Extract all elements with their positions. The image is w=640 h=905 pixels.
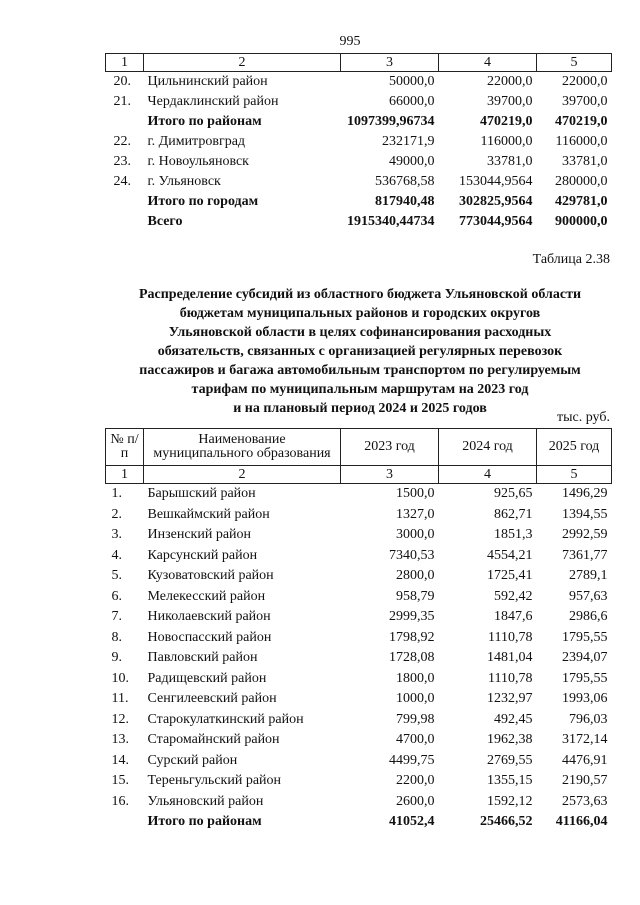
value-cell: 41052,4 — [389, 814, 435, 829]
row-name: г. Новоульяновск — [147, 154, 249, 169]
row-number: 8. — [111, 629, 122, 645]
row-name: Старокулаткинский район — [147, 711, 304, 727]
table-row — [106, 152, 612, 172]
column-number-row — [106, 54, 612, 72]
column-number: 3 — [341, 466, 439, 484]
table-row — [106, 92, 612, 112]
value-cell: 592,42 — [494, 588, 533, 604]
title-line: бюджетам муниципальных районов и городских округов — [179, 306, 541, 321]
value-cell: 796,03 — [569, 711, 608, 727]
title-line: обязательств, связанных с организацией регулярных перевозок — [157, 344, 563, 359]
value-cell: 799,98 — [396, 711, 435, 727]
value-cell: 1355,15 — [487, 773, 533, 788]
table-row — [106, 172, 612, 192]
value-cell: 2600,0 — [396, 793, 435, 809]
row-number: 10. — [111, 670, 129, 686]
value-cell: 1725,41 — [487, 568, 533, 583]
row-name: Карсунский район — [147, 547, 258, 563]
value-cell: 4700,0 — [396, 732, 435, 747]
table-row — [106, 710, 612, 731]
value-cell: 1097399,96734 — [347, 114, 435, 129]
value-cell: 1847,6 — [494, 609, 533, 624]
value-cell: 302825,9564 — [459, 194, 533, 209]
row-number: 20. — [113, 74, 131, 89]
value-cell: 1500,0 — [396, 486, 435, 501]
value-cell: 41166,04 — [555, 814, 608, 829]
value-cell: 2394,07 — [562, 650, 608, 665]
value-cell: 925,65 — [494, 486, 533, 501]
value-cell: 7361,77 — [562, 547, 608, 563]
row-number — [106, 212, 144, 232]
table-row — [106, 751, 612, 772]
table-row — [106, 628, 612, 649]
row-number: 2. — [111, 506, 122, 522]
value-cell: 39700,0 — [562, 94, 608, 109]
subsidy-table-2-38 — [105, 428, 612, 833]
value-cell: 773044,9564 — [459, 214, 533, 229]
value-cell: 49000,0 — [389, 154, 435, 169]
value-cell: 1915340,44734 — [347, 214, 435, 229]
table-label: Таблица 2.38 — [532, 252, 610, 267]
value-cell: 2573,63 — [562, 793, 608, 809]
value-cell: 3172,14 — [562, 732, 608, 747]
table-row — [106, 730, 612, 751]
title-line: тарифам по муниципальным маршрутам на 2023 год — [191, 382, 529, 397]
value-cell: 1798,92 — [389, 629, 435, 645]
value-cell: 2789,1 — [569, 568, 608, 583]
page-number: 995 — [339, 34, 361, 49]
value-cell: 1795,55 — [562, 629, 608, 645]
subsidy-table-continued — [105, 53, 612, 232]
value-cell: 2992,59 — [562, 527, 608, 542]
value-cell: 153044,9564 — [459, 174, 533, 189]
row-name: Радищевский район — [147, 670, 267, 686]
value-cell: 2200,0 — [396, 773, 435, 788]
row-name: Чердаклинский район — [147, 94, 279, 109]
table-row — [106, 72, 612, 93]
row-number: 16. — [111, 793, 129, 809]
value-cell: 116000,0 — [555, 134, 608, 149]
value-cell: 1394,55 — [562, 506, 608, 522]
value-cell: 1800,0 — [396, 670, 435, 686]
row-number: 6. — [111, 588, 122, 604]
table-row — [106, 546, 612, 567]
value-cell: 957,63 — [569, 588, 608, 604]
value-cell: 22000,0 — [487, 74, 533, 89]
value-cell: 958,79 — [396, 588, 435, 604]
row-name: Новоспасский район — [147, 629, 272, 645]
value-cell: 280000,0 — [555, 174, 608, 189]
title-line: пассажиров и багажа автомобильным транспортом по регулируемым — [139, 363, 581, 378]
table-row — [106, 669, 612, 690]
value-cell: 4476,91 — [562, 752, 608, 768]
value-cell: 33781,0 — [562, 154, 608, 169]
header-num: № п/п — [106, 429, 144, 466]
value-cell: 817940,48 — [375, 194, 435, 209]
row-number: 1. — [111, 486, 122, 501]
column-number-row — [106, 466, 612, 484]
row-number — [106, 192, 144, 212]
header-year-2024: 2024 год — [439, 429, 537, 466]
row-name: Итого по городам — [147, 194, 259, 209]
value-cell: 470219,0 — [480, 114, 533, 129]
value-cell: 1496,29 — [562, 486, 608, 501]
value-cell: 1232,97 — [487, 691, 533, 706]
value-cell: 2999,35 — [389, 609, 435, 624]
value-cell: 1481,04 — [487, 650, 533, 665]
value-cell: 1327,0 — [396, 506, 435, 522]
table-row — [106, 587, 612, 608]
row-number: 21. — [113, 94, 131, 109]
column-number: 4 — [439, 54, 537, 72]
column-number: 1 — [106, 466, 144, 484]
row-name: Итого по районам — [147, 114, 262, 129]
column-number: 2 — [144, 466, 341, 484]
row-name: Кузоватовский район — [147, 568, 274, 583]
column-number: 3 — [341, 54, 439, 72]
row-name: г. Димитровград — [147, 134, 246, 149]
table-row — [106, 792, 612, 813]
row-number: 24. — [113, 174, 131, 189]
row-number — [106, 112, 144, 132]
table-row — [106, 771, 612, 792]
value-cell: 33781,0 — [487, 154, 533, 169]
value-cell: 1728,08 — [389, 650, 435, 665]
value-cell: 1110,78 — [488, 670, 533, 686]
row-name: Итого по районам — [147, 814, 262, 829]
header-year-2023: 2023 год — [341, 429, 439, 466]
row-name: Вешкаймский район — [147, 506, 270, 522]
unit-label: тыс. руб. — [557, 410, 610, 425]
row-number: 14. — [111, 752, 129, 768]
table-row — [106, 607, 612, 628]
column-number: 4 — [439, 466, 537, 484]
total-row — [106, 812, 612, 833]
row-name: Барышский район — [147, 486, 256, 501]
title-line: и на плановый период 2024 и 2025 годов — [233, 401, 487, 416]
value-cell: 232171,9 — [382, 134, 435, 149]
value-cell: 1592,12 — [487, 793, 533, 809]
value-cell: 1962,38 — [487, 732, 533, 747]
value-cell: 470219,0 — [555, 114, 608, 129]
row-number: 23. — [113, 154, 131, 169]
value-cell: 1110,78 — [488, 629, 533, 645]
table-row — [106, 525, 612, 546]
header-name: Наименование муниципального образования — [144, 429, 341, 466]
row-name: Старомайнский район — [147, 732, 280, 747]
row-name: Сурский район — [147, 752, 238, 768]
row-number: 5. — [111, 568, 122, 583]
title-line: Распределение субсидий из областного бюджета Ульяновской области — [138, 287, 582, 302]
table-row — [106, 132, 612, 152]
value-cell: 22000,0 — [562, 74, 608, 89]
row-number: 22. — [113, 134, 131, 149]
table-row — [106, 648, 612, 669]
row-number: 11. — [111, 691, 129, 706]
value-cell: 900000,0 — [555, 214, 608, 229]
row-number: 7. — [111, 609, 122, 624]
header-year-2025: 2025 год — [537, 429, 612, 466]
value-cell: 2190,57 — [562, 773, 608, 788]
value-cell: 50000,0 — [389, 74, 435, 89]
value-cell: 25466,52 — [480, 814, 533, 829]
value-cell: 492,45 — [494, 711, 533, 727]
value-cell: 116000,0 — [480, 134, 533, 149]
value-cell: 429781,0 — [555, 194, 608, 209]
row-number: 13. — [111, 732, 129, 747]
row-name: Цильнинский район — [147, 74, 268, 89]
table-row — [106, 505, 612, 526]
value-cell: 862,71 — [494, 506, 533, 522]
total-row — [106, 112, 612, 132]
table-row — [106, 689, 612, 710]
row-number: 12. — [111, 711, 129, 727]
value-cell: 2769,55 — [487, 752, 533, 768]
row-number: 9. — [111, 650, 122, 665]
value-cell: 3000,0 — [396, 527, 435, 542]
value-cell: 536768,58 — [375, 174, 435, 189]
column-number: 5 — [537, 466, 612, 484]
row-number: 4. — [111, 547, 122, 563]
row-name: Сенгилеевский район — [147, 691, 277, 706]
value-cell: 4499,75 — [389, 752, 435, 768]
title-line: Ульяновской области в целях софинансирования расходных — [168, 325, 552, 340]
value-cell: 2986,6 — [569, 609, 608, 624]
value-cell: 1000,0 — [396, 691, 435, 706]
row-number — [106, 812, 144, 833]
row-name: Тереньгульский район — [147, 773, 282, 788]
value-cell: 2800,0 — [396, 568, 435, 583]
row-name: Николаевский район — [147, 609, 271, 624]
row-name: г. Ульяновск — [147, 174, 221, 189]
row-number: 15. — [111, 773, 129, 788]
row-name: Всего — [147, 214, 183, 229]
value-cell: 1851,3 — [494, 527, 533, 542]
row-name: Павловский район — [147, 650, 258, 665]
row-name: Инзенский район — [147, 527, 252, 542]
value-cell: 4554,21 — [487, 547, 533, 563]
table-row — [106, 566, 612, 587]
value-cell: 1795,55 — [562, 670, 608, 686]
value-cell: 1993,06 — [562, 691, 608, 706]
total-row — [106, 192, 612, 212]
row-name: Ульяновский район — [147, 793, 264, 809]
header-row — [106, 429, 612, 466]
value-cell: 39700,0 — [487, 94, 533, 109]
table-title — [104, 285, 616, 418]
column-number: 2 — [144, 54, 341, 72]
value-cell: 66000,0 — [389, 94, 435, 109]
value-cell: 7340,53 — [389, 547, 435, 563]
column-number: 5 — [537, 54, 612, 72]
total-row — [106, 212, 612, 232]
table-row — [106, 484, 612, 505]
row-number: 3. — [111, 527, 122, 542]
row-name: Мелекесский район — [147, 588, 266, 604]
column-number: 1 — [106, 54, 144, 72]
